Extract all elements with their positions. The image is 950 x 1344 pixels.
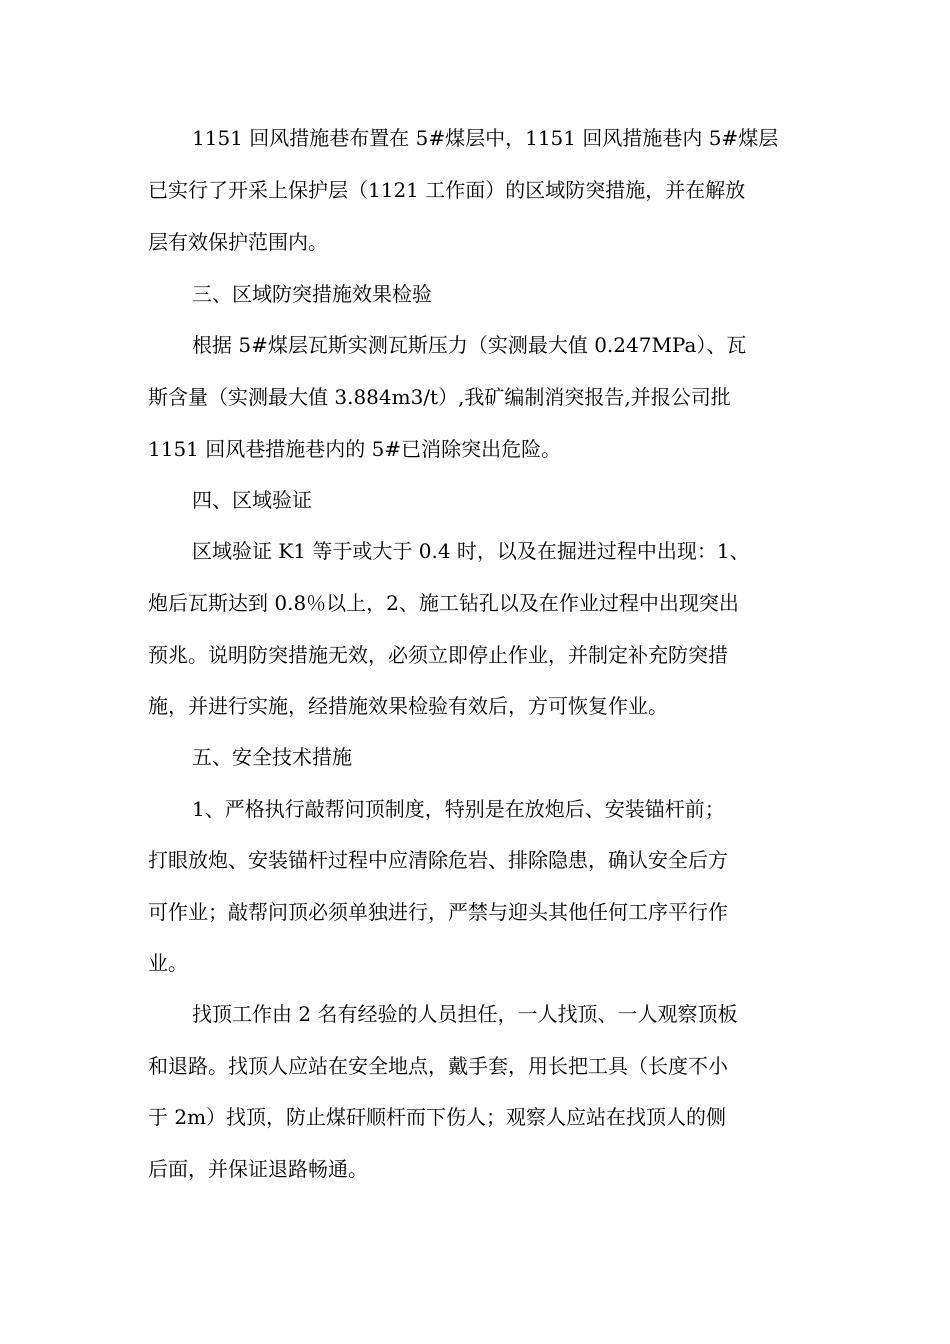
section-heading: 四、区域验证 <box>192 488 312 512</box>
paragraph-line: 区域验证 K1 等于或大于 0.4 时，以及在掘进过程中出现：1、 <box>192 539 750 563</box>
paragraph-line: 层有效保护范围内。 <box>148 230 328 254</box>
paragraph-line: 于 2m）找顶，防止煤矸顺杆而下伤人；观察人应站在找顶人的侧 <box>148 1105 727 1129</box>
paragraph-line: 1151 回风措施巷布置在 5#煤层中，1151 回风措施巷内 5#煤层 <box>192 126 779 150</box>
paragraph-line: 找顶工作由 2 名有经验的人员担任，一人找顶、一人观察顶板 <box>192 1002 738 1026</box>
paragraph-line: 根据 5#煤层瓦斯实测瓦斯压力（实测最大值 0.247MPa）、瓦 <box>192 333 747 357</box>
paragraph-line: 业。 <box>148 951 188 975</box>
paragraph-line: 和退路。找顶人应站在安全地点，戴手套，用长把工具（长度不小 <box>148 1054 728 1078</box>
paragraph-line: 后面，并保证退路畅通。 <box>148 1157 368 1181</box>
paragraph-line: 1、严格执行敲帮问顶制度，特别是在放炮后、安装锚杆前； <box>192 797 725 821</box>
section-heading: 三、区域防突措施效果检验 <box>192 282 432 306</box>
paragraph-line: 炮后瓦斯达到 0.8％以上，2、施工钻孔以及在作业过程中出现突出 <box>148 591 739 615</box>
paragraph-line: 1151 回风巷措施巷内的 5#已消除突出危险。 <box>148 437 562 461</box>
paragraph-line: 可作业；敲帮问顶必须单独进行，严禁与迎头其他任何工序平行作 <box>148 900 728 924</box>
paragraph-line: 斯含量（实测最大值 3.884m3/t）,我矿编制消突报告,并报公司批 <box>148 385 731 409</box>
section-heading: 五、安全技术措施 <box>192 745 352 769</box>
paragraph-line: 施，并进行实施，经措施效果检验有效后，方可恢复作业。 <box>148 694 668 718</box>
paragraph-line: 预兆。说明防突措施无效，必须立即停止作业，并制定补充防突措 <box>148 643 728 667</box>
paragraph-line: 已实行了开采上保护层（1121 工作面）的区域防突措施，并在解放 <box>148 178 746 202</box>
paragraph-line: 打眼放炮、安装锚杆过程中应清除危岩、排除隐患，确认安全后方 <box>148 848 728 872</box>
